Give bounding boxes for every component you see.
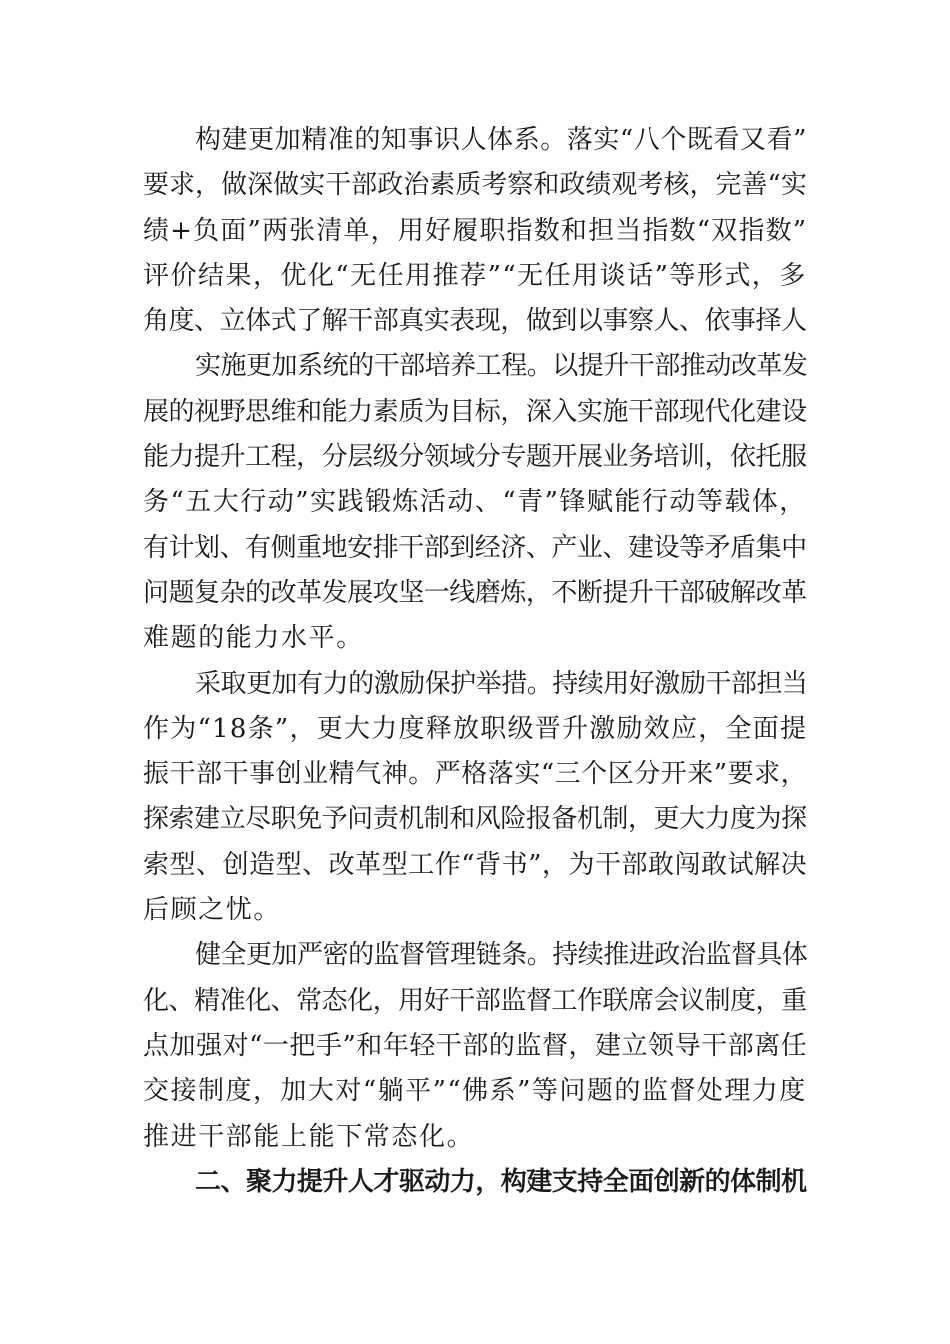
paragraph-line: 交接制度，加大对“躺平”“佛系”等问题的监督处理力度 — [143, 1076, 807, 1107]
paragraph-line: 问题复杂的改革发展攻坚一线磨炼，不断提升干部破解改革 — [143, 577, 807, 608]
paragraph-line: 索型、创造型、改革型工作“背书”，为干部敢闯敢试解决 — [143, 849, 808, 880]
paragraph-line: 要求，做深做实干部政治素质考察和政绩观考核，完善“实 — [143, 170, 807, 201]
paragraph-line: 振干部干事创业精气神。严格落实“三个区分开来”要求， — [143, 759, 808, 790]
paragraph-cadre-evaluation — [143, 118, 807, 344]
paragraph-line: 绩+负面”两张清单，用好履职指数和担当指数“双指数” — [143, 215, 808, 246]
paragraph-line: 作为“18条”，更大力度释放职级晋升激励效应，全面提 — [143, 713, 808, 744]
paragraph-line: 探索建立尽职免予问责机制和风险报备机制，更大力度为探 — [143, 804, 807, 835]
section-heading — [143, 1160, 807, 1205]
paragraph-line: 展的视野思维和能力素质为目标，深入实施干部现代化建设 — [143, 396, 807, 427]
paragraph-incentive-protection — [143, 662, 807, 934]
paragraph-line: 能力提升工程，分层级分领域分专题开展业务培训，依托服 — [143, 442, 807, 473]
paragraph-line: 构建更加精准的知事识人体系。落实“八个既看又看” — [195, 125, 807, 155]
paragraph-line: 后顾之忧。 — [143, 895, 282, 926]
document-body — [143, 118, 807, 1205]
paragraph-line: 评价结果，优化“无任用推荐”“无任用谈话”等形式，多 — [143, 260, 807, 291]
paragraph-cadre-training — [143, 344, 807, 661]
paragraph-line: 推进干部能上能下常态化。 — [143, 1121, 475, 1152]
paragraph-line: 点加强对“一把手”和年轻干部的监督，建立领导干部离任 — [143, 1030, 808, 1061]
paragraph-line: 采取更加有力的激励保护举措。持续用好激励干部担当 — [195, 668, 808, 699]
paragraph-line: 化、精准化、常态化，用好干部监督工作联席会议制度，重 — [143, 985, 807, 1016]
paragraph-line: 有计划、有侧重地安排干部到经济、产业、建设等矛盾集中 — [143, 532, 807, 563]
paragraph-line: 健全更加严密的监督管理链条。持续推进政治监督具体 — [195, 940, 808, 971]
paragraph-line: 角度、立体式了解干部真实表现，做到以事察人、依事择人 — [143, 306, 807, 337]
section-heading-text: 二、聚力提升人才驱动力，构建支持全面创新的体制机 — [195, 1166, 807, 1197]
paragraph-line: 务“五大行动”实践锻炼活动、“青”锋赋能行动等载体， — [143, 487, 807, 518]
paragraph-line: 难题的能力水平。 — [143, 623, 364, 654]
paragraph-supervision — [143, 933, 807, 1159]
paragraph-line: 实施更加系统的干部培养工程。以提升干部推动改革发 — [195, 351, 808, 382]
